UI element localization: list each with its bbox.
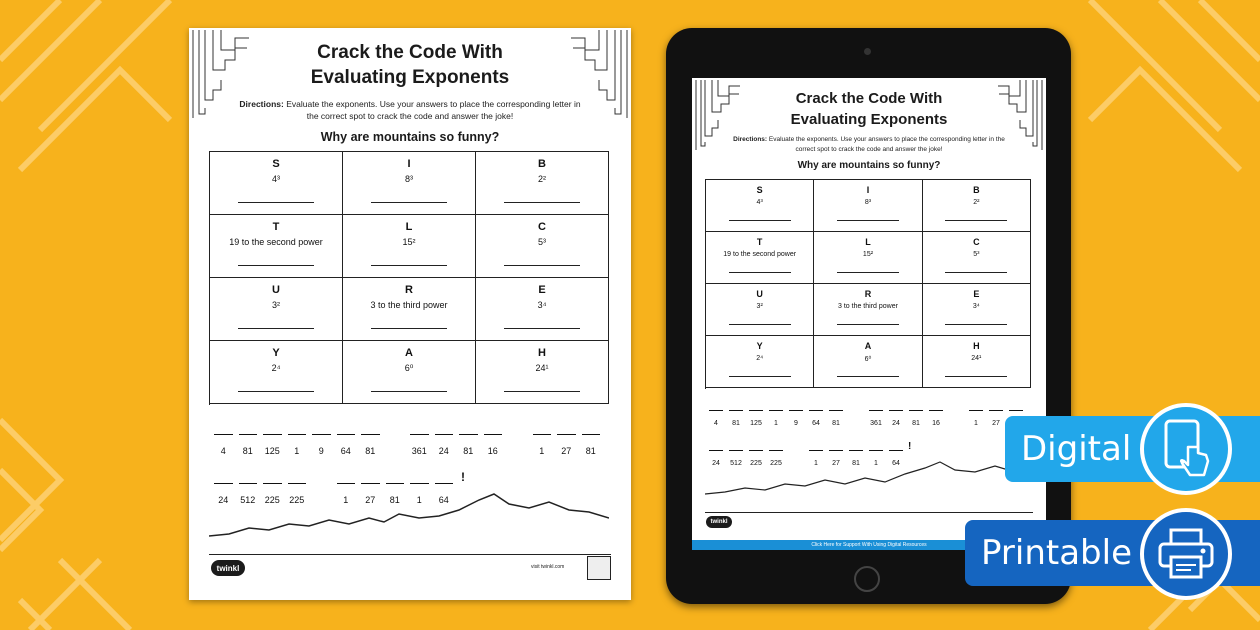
code-line xyxy=(361,434,380,446)
tablet-screen xyxy=(692,78,1046,550)
code-number: 64 xyxy=(340,446,351,456)
tablet-code-number: 81 xyxy=(732,420,740,427)
code-slot xyxy=(309,434,334,456)
answer-blank xyxy=(238,265,314,266)
tablet-answer-blank[interactable] xyxy=(729,376,791,377)
code-number: 512 xyxy=(240,495,256,505)
code-slot xyxy=(285,434,310,456)
tablet-cell-letter: Y xyxy=(756,341,763,351)
code-number: 27 xyxy=(561,446,572,456)
camera-icon xyxy=(864,48,871,55)
tablet-cell-expression: 2⁴ xyxy=(756,355,764,362)
code-number: 1 xyxy=(416,495,422,505)
digital-label: Digital xyxy=(1021,429,1132,469)
tablet-cell-letter: I xyxy=(866,185,870,195)
tablet-answer-blank[interactable] xyxy=(945,376,1007,377)
code-number: 225 xyxy=(264,495,280,505)
tablet-code-line xyxy=(829,410,843,420)
tablet-code-number: 64 xyxy=(892,460,900,467)
tablet-worksheet-title xyxy=(692,88,1046,130)
tablet-code-number: 225 xyxy=(770,460,782,467)
title-line-2: Evaluating Exponents xyxy=(310,67,510,88)
tablet-title-line-1: Crack the Code With xyxy=(795,90,943,107)
worksheet-title xyxy=(189,40,631,90)
code-slot xyxy=(236,434,261,456)
tablet-code-number: 225 xyxy=(750,460,762,467)
tablet-answer-blank[interactable] xyxy=(729,220,791,221)
tablet-code-slot[interactable] xyxy=(926,410,946,427)
printer-icon xyxy=(1157,527,1215,581)
tablet-code-line xyxy=(709,410,723,420)
digital-support-link[interactable]: Click Here for Support With Using Digital Resources xyxy=(692,540,1046,550)
tablet-code-slot[interactable] xyxy=(986,410,1006,427)
tablet-code-slot[interactable] xyxy=(906,410,926,427)
code-number: 64 xyxy=(438,495,449,505)
footer-divider xyxy=(209,554,611,555)
code-cell xyxy=(210,215,343,278)
tablet-cell-letter: H xyxy=(973,341,980,351)
answer-blank xyxy=(504,391,580,392)
tablet-code-line xyxy=(789,410,803,420)
tablet-directions-label: Directions: xyxy=(733,136,768,143)
title-line-1: Crack the Code With xyxy=(317,42,503,63)
answer-blank xyxy=(504,265,580,266)
tablet-cell-letter: E xyxy=(973,289,980,299)
answer-blank xyxy=(371,328,447,329)
tablet-answer-blank[interactable] xyxy=(837,376,899,377)
code-slot xyxy=(334,434,359,456)
tablet-code-number: 1 xyxy=(974,420,978,427)
footer-badge xyxy=(587,556,611,580)
tablet-code-line xyxy=(809,410,823,420)
tablet-code-cell xyxy=(814,284,922,336)
tablet-cell-expression: 2² xyxy=(973,199,980,206)
cell-letter: U xyxy=(272,284,280,296)
tablet-code-line xyxy=(769,410,783,420)
answer-blank xyxy=(371,391,447,392)
code-line xyxy=(484,434,503,446)
code-line xyxy=(459,434,478,446)
code-cell xyxy=(476,152,609,215)
tablet-footer-divider xyxy=(705,512,1033,513)
tablet-answer-blank[interactable] xyxy=(729,324,791,325)
answer-blank xyxy=(371,265,447,266)
code-line xyxy=(337,434,356,446)
code-line xyxy=(410,434,429,446)
tablet-code-slot[interactable] xyxy=(826,410,846,427)
tablet-code-cell xyxy=(923,180,1031,232)
code-slot xyxy=(554,434,579,456)
tablet-cell-expression: 3 to the third power xyxy=(838,303,898,310)
code-line xyxy=(263,434,282,446)
tablet-code-number: 64 xyxy=(812,420,820,427)
code-number: 81 xyxy=(463,446,474,456)
code-table xyxy=(209,151,609,405)
tablet-code-line xyxy=(729,410,743,420)
tablet-directions xyxy=(728,135,1010,154)
code-cell xyxy=(343,278,476,341)
answer-blank xyxy=(504,328,580,329)
code-cell xyxy=(210,341,343,404)
tablet-code-slot[interactable] xyxy=(786,410,806,427)
tablet-code-slot[interactable] xyxy=(966,410,986,427)
tablet-code-number: 512 xyxy=(730,460,742,467)
cell-expression: 6⁰ xyxy=(404,363,414,373)
cell-letter: H xyxy=(538,347,546,359)
code-slot xyxy=(579,434,604,456)
code-number: 81 xyxy=(389,495,400,505)
tablet-code-cell xyxy=(923,232,1031,284)
cell-expression: 3² xyxy=(271,300,280,310)
code-slot xyxy=(432,434,457,456)
tablet-cell-letter: T xyxy=(756,237,763,247)
code-number: 361 xyxy=(411,446,427,456)
tablet-code-line xyxy=(969,410,983,420)
tablet-cell-letter: A xyxy=(864,341,872,351)
tablet-twinkl-logo: twinkl xyxy=(706,516,732,528)
cell-expression: 19 to the second power xyxy=(229,237,323,247)
tablet-code-number: 27 xyxy=(832,460,840,467)
cell-letter: T xyxy=(272,221,280,233)
tablet-answer-blank[interactable] xyxy=(945,220,1007,221)
code-line xyxy=(435,434,454,446)
digital-circle xyxy=(1140,403,1232,495)
cell-letter: L xyxy=(405,221,413,233)
tablet-code-number: 24 xyxy=(712,460,720,467)
tablet-code-slot[interactable] xyxy=(886,410,906,427)
code-number: 24 xyxy=(438,446,449,456)
code-cell xyxy=(210,278,343,341)
answer-blank xyxy=(238,391,314,392)
tablet-code-row-1[interactable] xyxy=(706,410,1026,427)
code-line xyxy=(312,434,331,446)
tablet-cell-letter: B xyxy=(973,185,980,195)
cell-letter: E xyxy=(538,284,546,296)
code-number: 125 xyxy=(264,446,280,456)
code-cell xyxy=(343,341,476,404)
answer-blank xyxy=(238,202,314,203)
tablet-code-number: 1 xyxy=(814,460,818,467)
tablet-device xyxy=(666,28,1071,604)
tablet-cell-letter: R xyxy=(864,289,872,299)
tablet-code-cell xyxy=(923,284,1031,336)
tablet-code-slot[interactable] xyxy=(866,410,886,427)
code-cell xyxy=(476,341,609,404)
code-slot xyxy=(211,434,236,456)
code-slot xyxy=(481,434,506,456)
tablet-code-line xyxy=(909,410,923,420)
code-line xyxy=(239,434,258,446)
code-cell xyxy=(476,278,609,341)
code-line xyxy=(582,434,601,446)
tablet-code-number: 1 xyxy=(774,420,778,427)
tablet-answer-blank[interactable] xyxy=(837,220,899,221)
tablet-cell-expression: 5³ xyxy=(973,251,980,258)
directions-text: Evaluate the exponents. Use your answers to place the corresponding letter in the correct spot to crack the code and answer the joke! xyxy=(286,99,581,121)
answer-blank xyxy=(238,328,314,329)
code-slot xyxy=(260,434,285,456)
tablet-code-cell xyxy=(706,180,814,232)
tablet-code-table[interactable] xyxy=(705,179,1031,389)
tablet-code-number: 81 xyxy=(832,420,840,427)
exclamation-mark: ! xyxy=(461,470,465,484)
tablet-cell-expression: 3² xyxy=(756,303,763,310)
tablet-code-cell xyxy=(814,232,922,284)
code-number: 81 xyxy=(365,446,376,456)
code-number: 225 xyxy=(289,495,305,505)
code-cell xyxy=(343,152,476,215)
tablet-code-cell xyxy=(706,336,814,388)
cell-expression: 3⁴ xyxy=(537,300,547,310)
tablet-cell-expression: 19 to the second power xyxy=(723,251,797,258)
tablet-answer-blank[interactable] xyxy=(729,272,791,273)
tablet-code-line xyxy=(869,410,883,420)
tablet-cell-expression: 8³ xyxy=(864,199,872,206)
code-slot xyxy=(530,434,555,456)
tablet-cell-letter: U xyxy=(756,289,763,299)
cell-expression: 8³ xyxy=(404,174,413,184)
cell-expression: 4³ xyxy=(271,174,280,184)
code-number: 16 xyxy=(487,446,498,456)
tablet-code-cell xyxy=(814,336,922,388)
code-slot xyxy=(358,434,383,456)
tablet-cell-letter: C xyxy=(973,237,980,247)
tablet-code-cell xyxy=(706,232,814,284)
cell-expression: 3 to the third power xyxy=(370,300,448,310)
cell-letter: B xyxy=(538,158,546,170)
answer-blank xyxy=(371,202,447,203)
tablet-code-number: 16 xyxy=(932,420,940,427)
mountain-silhouette xyxy=(209,490,609,550)
tablet-exclamation-mark: ! xyxy=(908,441,912,452)
tablet-code-slot[interactable] xyxy=(746,410,766,427)
code-number: 9 xyxy=(318,446,324,456)
code-number: 24 xyxy=(218,495,229,505)
code-cell xyxy=(210,152,343,215)
tablet-code-number: 27 xyxy=(992,420,1000,427)
tablet-cell-expression: 15² xyxy=(862,251,874,258)
code-number: 1 xyxy=(343,495,349,505)
code-row-1 xyxy=(211,434,603,456)
tablet-cell-expression: 4³ xyxy=(756,199,763,206)
cell-letter: C xyxy=(538,221,546,233)
directions xyxy=(235,98,585,122)
tablet-code-line xyxy=(749,410,763,420)
code-number: 81 xyxy=(242,446,253,456)
cell-letter: S xyxy=(272,158,280,170)
cell-expression: 24¹ xyxy=(535,363,549,373)
tablet-title-line-2: Evaluating Exponents xyxy=(790,111,948,128)
code-cell xyxy=(343,215,476,278)
tablet-answer-blank[interactable] xyxy=(837,324,899,325)
code-number: 1 xyxy=(294,446,300,456)
twinkl-logo: twinkl xyxy=(211,560,245,576)
tablet-code-number: 24 xyxy=(892,420,900,427)
tablet-code-number: 361 xyxy=(870,420,882,427)
code-line xyxy=(288,434,307,446)
code-slot xyxy=(407,434,432,456)
tablet-answer-blank[interactable] xyxy=(945,272,1007,273)
cell-expression: 2² xyxy=(537,174,546,184)
tablet-code-number: 81 xyxy=(852,460,860,467)
code-line xyxy=(533,434,552,446)
cell-letter: A xyxy=(405,347,413,359)
tablet-cell-expression: 24¹ xyxy=(971,355,982,362)
tablet-directions-text: Evaluate the exponents. Use your answers to place the corresponding letter in the correct spot to crack the code and answer the joke! xyxy=(768,136,1005,153)
code-slot xyxy=(456,434,481,456)
cell-expression: 5³ xyxy=(537,237,546,247)
tablet-code-number: 81 xyxy=(912,420,920,427)
tablet-code-line xyxy=(889,410,903,420)
tablet-touch-icon xyxy=(1158,417,1214,481)
tablet-cell-expression: 6⁰ xyxy=(864,356,872,363)
tablet-code-slot[interactable] xyxy=(726,410,746,427)
tablet-code-cell xyxy=(923,336,1031,388)
code-number: 4 xyxy=(220,446,226,456)
cell-letter: Y xyxy=(272,347,280,359)
footer-url: visit twinkl.com xyxy=(531,564,565,570)
code-number: 27 xyxy=(365,495,376,505)
tablet-answer-blank[interactable] xyxy=(945,324,1007,325)
tablet-code-slot[interactable] xyxy=(806,410,826,427)
tablet-code-number: 9 xyxy=(794,420,798,427)
tablet-code-number: 125 xyxy=(750,420,762,427)
code-cell xyxy=(476,215,609,278)
tablet-code-slot[interactable] xyxy=(766,410,786,427)
tablet-code-line xyxy=(989,410,1003,420)
tablet-answer-blank[interactable] xyxy=(837,272,899,273)
tablet-joke-question: Why are mountains so funny? xyxy=(797,160,941,171)
answer-blank xyxy=(504,202,580,203)
directions-label: Directions: xyxy=(239,99,284,109)
printable-label: Printable xyxy=(981,533,1132,573)
joke-question: Why are mountains so funny? xyxy=(320,130,500,144)
cell-expression: 15² xyxy=(402,237,416,247)
tablet-code-number: 1 xyxy=(874,460,878,467)
code-line xyxy=(557,434,576,446)
code-number: 1 xyxy=(539,446,545,456)
tablet-cell-expression: 3⁴ xyxy=(972,303,980,310)
tablet-code-slot[interactable] xyxy=(706,410,726,427)
tablet-code-number: 4 xyxy=(714,420,718,427)
worksheet-page xyxy=(189,28,631,600)
tablet-code-cell xyxy=(814,180,922,232)
tablet-cell-letter: L xyxy=(865,237,871,247)
tablet-cell-letter: S xyxy=(756,185,763,195)
code-number: 81 xyxy=(585,446,596,456)
tablet-mountain-silhouette xyxy=(705,458,1031,498)
cell-letter: R xyxy=(405,284,413,296)
cell-letter: I xyxy=(407,158,411,170)
printable-circle xyxy=(1140,508,1232,600)
tablet-code-cell xyxy=(706,284,814,336)
code-line xyxy=(214,434,233,446)
home-button[interactable] xyxy=(854,566,880,592)
tablet-code-line xyxy=(929,410,943,420)
cell-expression: 2⁴ xyxy=(271,363,281,373)
